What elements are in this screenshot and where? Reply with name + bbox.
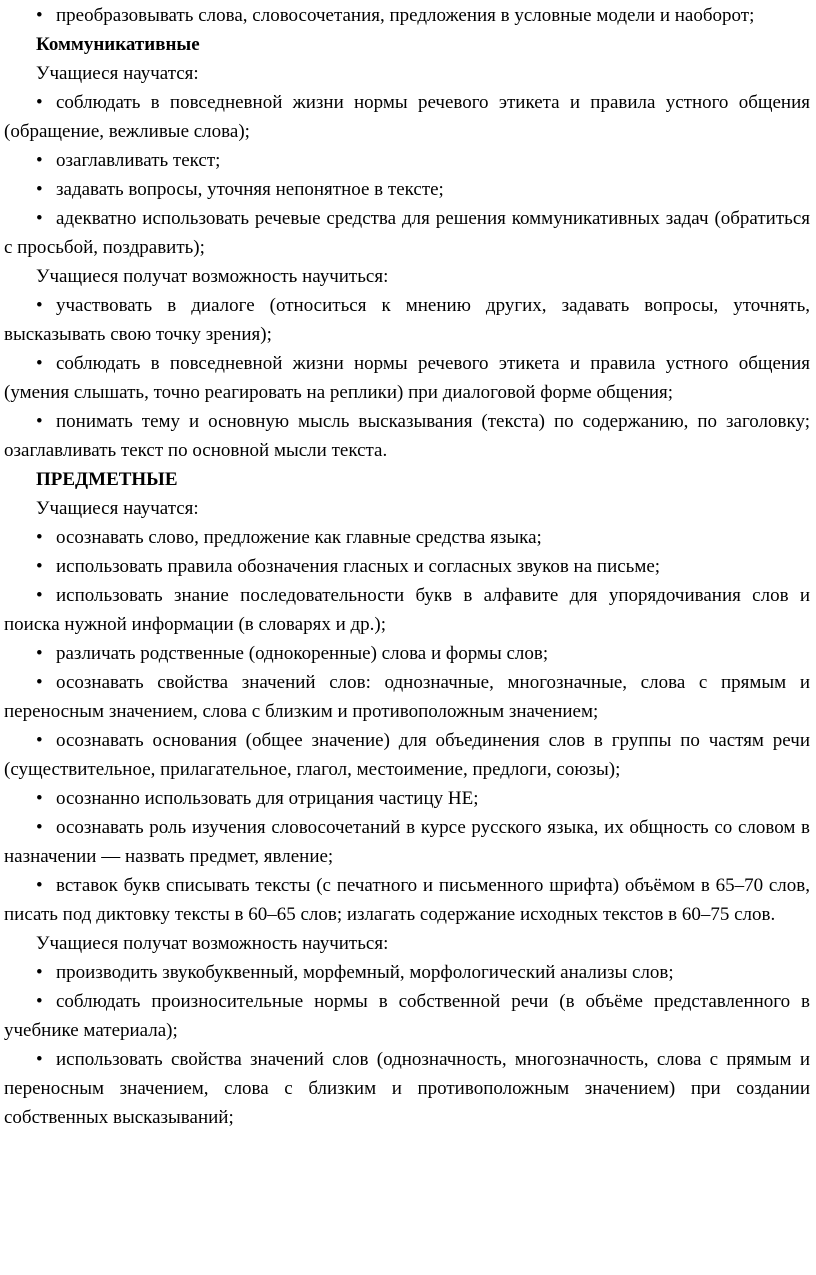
paragraph-text: осознавать свойства значений слов: однозначные, многозначные, слова с прямым и переносным значением, слова с близким и противоположным значением; xyxy=(4,672,810,722)
plain-paragraph xyxy=(4,929,810,958)
bullet-icon: • xyxy=(36,788,43,809)
bullet-item xyxy=(4,581,810,639)
bullet-icon: • xyxy=(36,1049,43,1070)
section-heading xyxy=(4,465,810,494)
bullet-item xyxy=(4,291,810,349)
bullet-item xyxy=(4,668,810,726)
bullet-icon: • xyxy=(36,672,43,693)
bullet-item xyxy=(4,204,810,262)
paragraph-text: понимать тему и основную мысль высказывания (текста) по содержанию, по заголовку; озаглавливать текст по основной мысли текста. xyxy=(4,411,810,461)
bullet-icon: • xyxy=(36,730,43,751)
bullet-item xyxy=(4,813,810,871)
bullet-icon: • xyxy=(36,208,43,229)
bullet-icon: • xyxy=(36,179,43,200)
paragraph-text: озаглавливать текст; xyxy=(56,150,221,171)
paragraph-text: Учащиеся научатся: xyxy=(36,63,199,84)
paragraph-text: использовать знание последовательности букв в алфавите для упорядочивания слов и поиска нужной информации (в словарях и др.); xyxy=(4,585,810,635)
bullet-icon: • xyxy=(36,150,43,171)
bullet-icon: • xyxy=(36,295,43,316)
bullet-icon: • xyxy=(36,92,43,113)
bullet-item xyxy=(4,784,810,813)
bullet-item xyxy=(4,871,810,929)
bullet-item xyxy=(4,552,810,581)
paragraph-text: соблюдать в повседневной жизни нормы речевого этикета и правила устного общения (умения слышать, точно реагировать на реплики) при диалоговой форме общения; xyxy=(4,353,810,403)
paragraph-text: вставок букв списывать тексты (с печатного и письменного шрифта) объёмом в 65–70 слов, писать под диктовку тексты в 60–65 слов; излагать содержание исходных текстов в 60–75 слов. xyxy=(4,875,810,925)
bullet-item xyxy=(4,987,810,1045)
paragraph-text: использовать свойства значений слов (однозначность, многозначность, слова с прямым и переносным значением, слова с близким и противоположным значением) при создании собственных высказываний; xyxy=(4,1049,810,1128)
bullet-icon: • xyxy=(36,875,43,896)
paragraph-text: преобразовывать слова, словосочетания, предложения в условные модели и наоборот; xyxy=(56,5,755,26)
bullet-icon: • xyxy=(36,556,43,577)
bullet-item xyxy=(4,726,810,784)
plain-paragraph xyxy=(4,59,810,88)
paragraph-text: задавать вопросы, уточняя непонятное в тексте; xyxy=(56,179,444,200)
bullet-item xyxy=(4,146,810,175)
section-heading xyxy=(4,30,810,59)
paragraph-text: соблюдать в повседневной жизни нормы речевого этикета и правила устного общения (обращение, вежливые слова); xyxy=(4,92,810,142)
bullet-icon: • xyxy=(36,353,43,374)
bullet-icon: • xyxy=(36,643,43,664)
bullet-icon: • xyxy=(36,991,43,1012)
paragraph-text: осознанно использовать для отрицания частицу НЕ; xyxy=(56,788,479,809)
paragraph-text: осознавать основания (общее значение) для объединения слов в группы по частям речи (существительное, прилагательное, глагол, местоимение, предлоги, союзы); xyxy=(4,730,810,780)
bullet-item xyxy=(4,407,810,465)
bullet-item xyxy=(4,88,810,146)
bullet-item xyxy=(4,639,810,668)
paragraph-text: ПРЕДМЕТНЫЕ xyxy=(36,469,178,490)
bullet-icon: • xyxy=(36,817,43,838)
paragraph-text: Учащиеся научатся: xyxy=(36,498,199,519)
paragraph-text: различать родственные (однокоренные) слова и формы слов; xyxy=(56,643,549,664)
paragraph-text: участвовать в диалоге (относиться к мнению других, задавать вопросы, уточнять, высказывать свою точку зрения); xyxy=(4,295,810,345)
bullet-item xyxy=(4,349,810,407)
paragraph-text: осознавать слово, предложение как главные средства языка; xyxy=(56,527,542,548)
paragraph-text: Коммуникативные xyxy=(36,34,200,55)
bullet-icon: • xyxy=(36,5,43,26)
paragraph-text: соблюдать произносительные нормы в собственной речи (в объёме представленного в учебнике материала); xyxy=(4,991,810,1041)
bullet-icon: • xyxy=(36,411,43,432)
bullet-item xyxy=(4,1,810,30)
bullet-icon: • xyxy=(36,585,43,606)
bullet-icon: • xyxy=(36,962,43,983)
plain-paragraph xyxy=(4,262,810,291)
bullet-item xyxy=(4,523,810,552)
paragraph-text: Учащиеся получат возможность научиться: xyxy=(36,933,389,954)
bullet-item xyxy=(4,1045,810,1132)
paragraph-text: использовать правила обозначения гласных и согласных звуков на письме; xyxy=(56,556,661,577)
paragraph-text: адекватно использовать речевые средства для решения коммуникативных задач (обратиться с просьбой, поздравить); xyxy=(4,208,810,258)
bullet-item xyxy=(4,175,810,204)
bullet-icon: • xyxy=(36,527,43,548)
paragraph-text: осознавать роль изучения словосочетаний в курсе русского языка, их общность со словом в назначении — назвать предмет, явление; xyxy=(4,817,810,867)
document-body xyxy=(4,1,810,1132)
bullet-item xyxy=(4,958,810,987)
paragraph-text: производить звукобуквенный, морфемный, морфологический анализы слов; xyxy=(56,962,674,983)
paragraph-text: Учащиеся получат возможность научиться: xyxy=(36,266,389,287)
plain-paragraph xyxy=(4,494,810,523)
